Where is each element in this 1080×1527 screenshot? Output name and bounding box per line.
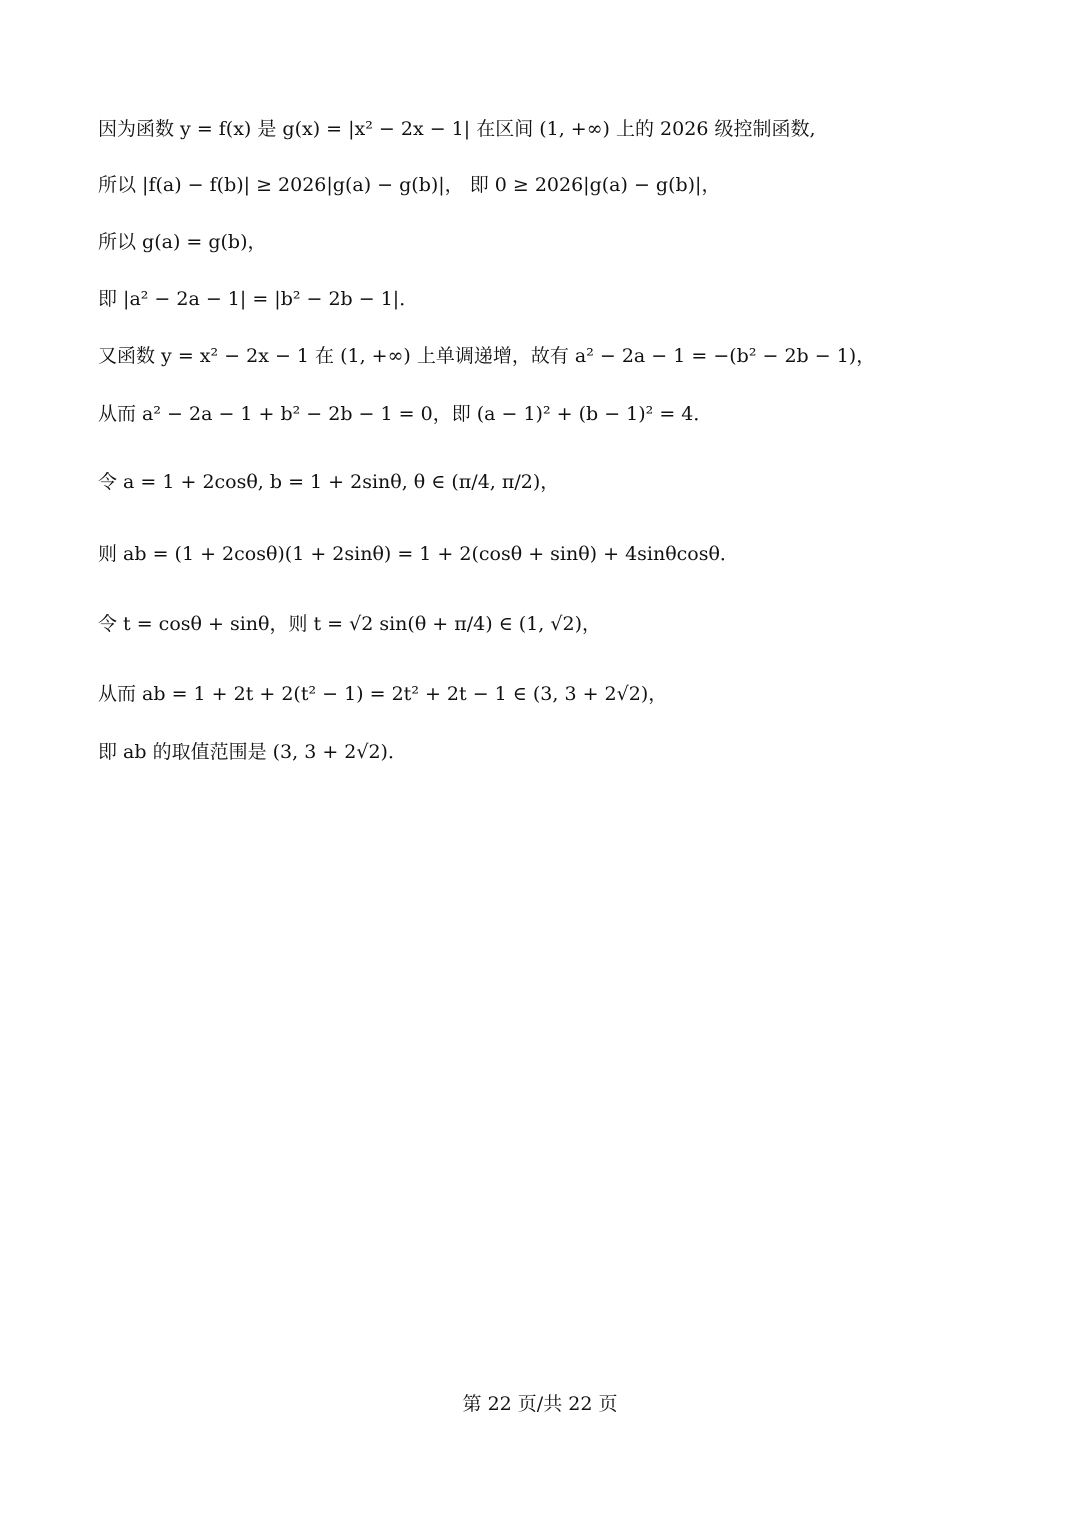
text-line-4: 即 |a² − 2a − 1| = |b² − 2b − 1|． (98, 288, 419, 310)
page-footer: 第 22 页/共 22 页 (462, 1393, 618, 1415)
text-line-11: 即 ab 的取值范围是 (3, 3 + 2√2)． (98, 741, 407, 763)
text-line-8: 则 ab = (1 + 2cosθ)(1 + 2sinθ) = 1 + 2(cosθ + sinθ) + 4sinθcosθ． (98, 543, 739, 565)
text-line-10: 从而 ab = 1 + 2t + 2(t² − 1) = 2t² + 2t − 1 ∈ (3, 3 + 2√2)， (98, 683, 668, 705)
text-line-3: 所以 g(a) = g(b)， (98, 231, 267, 253)
text-line-2: 所以 |f(a) − f(b)| ≥ 2026|g(a) − g(b)|， 即 0 ≥ 2026|g(a) − g(b)|， (98, 174, 721, 196)
text-line-7: 令 a = 1 + 2cosθ, b = 1 + 2sinθ, θ ∈ (π/4, π/2)， (98, 471, 560, 493)
text-line-1: 因为函数 y = f(x) 是 g(x) = |x² − 2x − 1| 在区间 (1, +∞) 上的 2026 级控制函数, (98, 118, 816, 140)
text-line-5: 又函数 y = x² − 2x − 1 在 (1, +∞) 上单调递增，故有 a² − 2a − 1 = −(b² − 2b − 1)， (98, 345, 876, 367)
text-line-9: 令 t = cosθ + sinθ，则 t = √2 sin(θ + π/4) ∈ (1, √2)， (98, 613, 601, 635)
text-line-6: 从而 a² − 2a − 1 + b² − 2b − 1 = 0，即 (a − 1)² + (b − 1)² = 4． (98, 403, 713, 425)
